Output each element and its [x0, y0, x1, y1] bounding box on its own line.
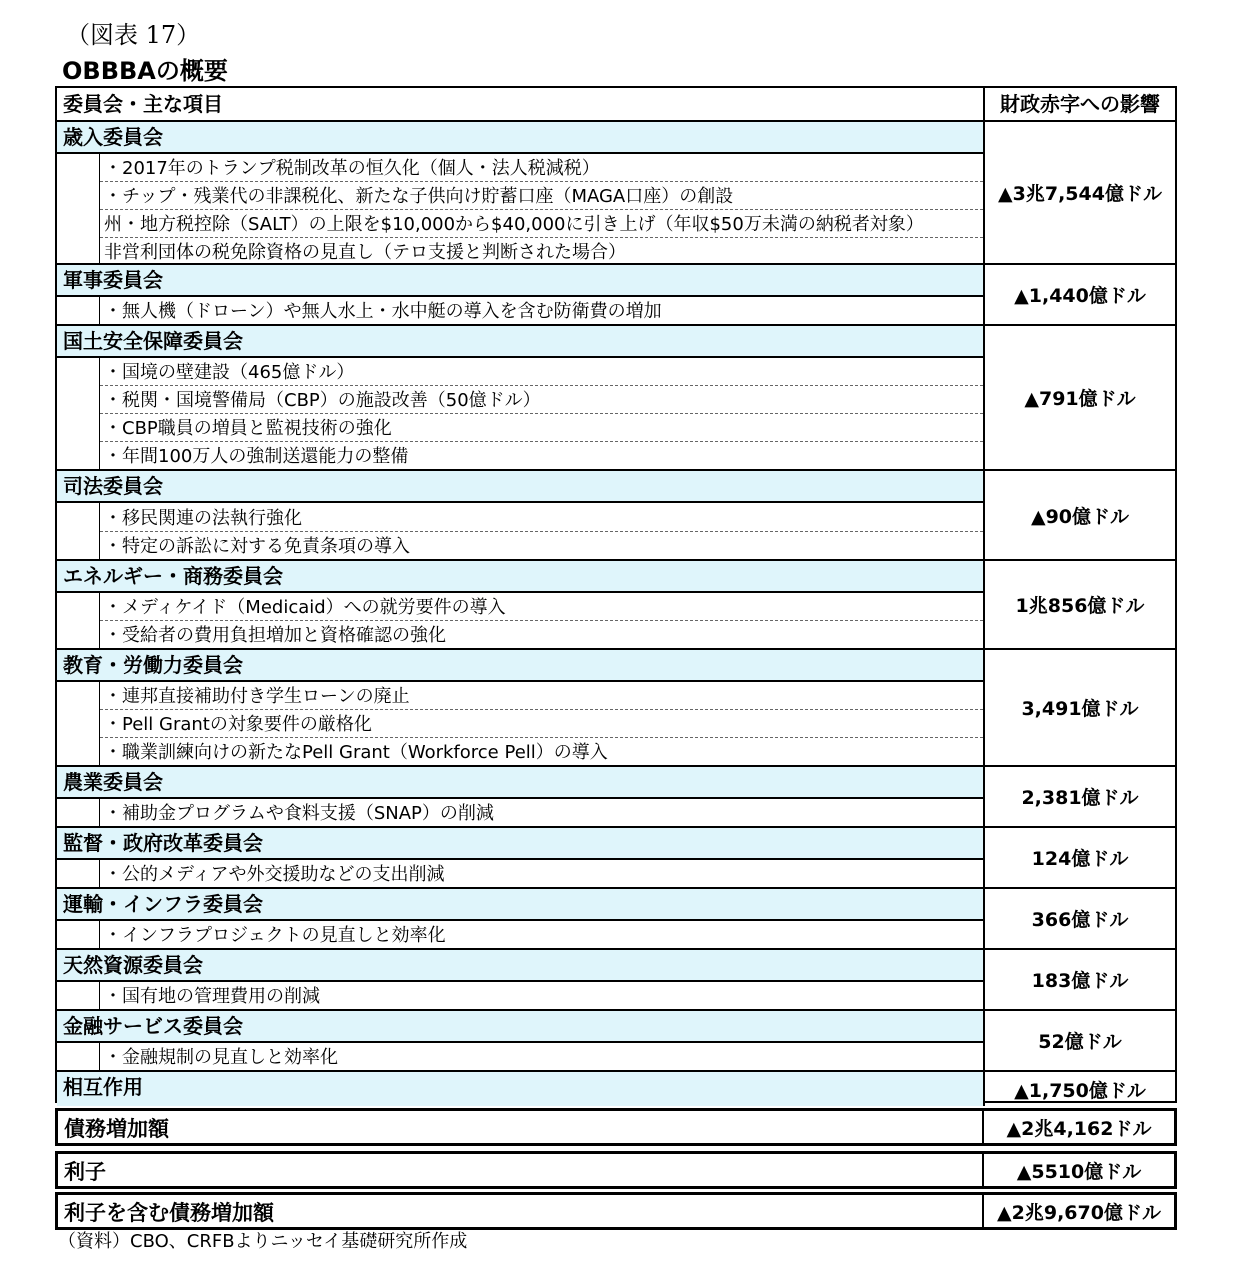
committee-item: ・補助金プログラムや食料支援（SNAP）の削減	[104, 803, 494, 824]
committee-item: 非営利団体の税免除資格の見直し（テロ支援と判断された場合）	[104, 242, 626, 263]
committee-group	[57, 1011, 1175, 1072]
deficit-impact-value: ▲3兆7,544億ドル	[998, 183, 1162, 205]
deficit-impact-value: 366億ドル	[1031, 909, 1129, 931]
committee-cell	[57, 828, 985, 887]
deficit-impact-value: 1兆856億ドル	[1015, 595, 1145, 617]
committee-item: ・Pell Grantの対象要件の厳格化	[100, 710, 983, 738]
committee-cell	[57, 650, 985, 765]
committee-cell	[57, 326, 985, 469]
committee-item: ・インフラプロジェクトの見直しと効率化	[104, 925, 446, 946]
committee-title: 農業委員会	[57, 767, 983, 799]
committee-item-list	[99, 503, 983, 559]
deficit-impact-value: 183億ドル	[1031, 970, 1129, 992]
committee-title: 司法委員会	[57, 471, 983, 503]
deficit-impact-value: 124億ドル	[1031, 848, 1129, 870]
committee-title: 監督・政府改革委員会	[57, 828, 983, 860]
committee-group	[57, 950, 1175, 1011]
committee-title: 相互作用	[57, 1072, 983, 1106]
summary-value: ▲5510億ドル	[1016, 1161, 1142, 1183]
summary-row-debt-increase	[55, 1108, 1177, 1146]
committee-cell	[57, 1072, 985, 1106]
summary-row-debt-with-interest	[55, 1192, 1177, 1230]
committee-item: ・公的メディアや外交援助などの支出削減	[104, 864, 445, 885]
deficit-impact-value: ▲1,750億ドル	[1014, 1079, 1146, 1102]
committee-group	[57, 767, 1175, 828]
committee-title: 国土安全保障委員会	[57, 326, 983, 358]
committee-item: ・国境の壁建設（465億ドル）	[100, 358, 983, 386]
committee-item: ・チップ・残業代の非課税化、新たな子供向け貯蓄口座（MAGA口座）の創設	[100, 182, 983, 210]
committee-item-list	[99, 860, 983, 887]
committee-title: 運輸・インフラ委員会	[57, 889, 983, 921]
header-committee-items: 委員会・主な項目	[57, 88, 985, 120]
committee-item-list	[99, 297, 983, 324]
figure-label: （図表 17）	[66, 21, 201, 49]
deficit-impact-value: ▲1,440億ドル	[1014, 285, 1146, 307]
committee-cell	[57, 767, 985, 826]
summary-value: ▲2兆4,162ドル	[1006, 1118, 1152, 1140]
committee-groups	[57, 122, 1175, 1106]
committee-item-list	[99, 799, 983, 826]
table-header-row	[57, 88, 1175, 122]
deficit-impact-value: ▲791億ドル	[1024, 388, 1136, 410]
table-title: OBBBAの概要	[62, 57, 228, 85]
committee-group	[57, 471, 1175, 561]
deficit-impact-value: 2,381億ドル	[1021, 787, 1139, 809]
summary-label: 利子	[58, 1154, 984, 1186]
deficit-impact-value: 52億ドル	[1038, 1031, 1122, 1053]
committee-item: ・職業訓練向けの新たなPell Grant（Workforce Pell）の導入	[104, 742, 608, 763]
committee-group	[57, 889, 1175, 950]
obbba-summary-table	[55, 86, 1177, 1103]
committee-cell	[57, 122, 985, 263]
committee-group	[57, 650, 1175, 767]
committee-item-list	[99, 154, 983, 265]
committee-cell	[57, 889, 985, 948]
committee-item: ・メディケイド（Medicaid）への就労要件の導入	[100, 593, 983, 621]
committee-item: ・特定の訴訟に対する免責条項の導入	[104, 536, 410, 557]
committee-group	[57, 828, 1175, 889]
deficit-impact-value: ▲90億ドル	[1030, 505, 1130, 528]
committee-item: ・連邦直接補助付き学生ローンの廃止	[100, 682, 983, 710]
committee-item-list	[99, 682, 983, 765]
committee-item: ・CBP職員の増員と監視技術の強化	[100, 414, 983, 442]
committee-title: 軍事委員会	[57, 265, 983, 297]
deficit-impact-value: 3,491億ドル	[1021, 698, 1139, 720]
committee-item: ・2017年のトランプ税制改革の恒久化（個人・法人税減税）	[100, 154, 983, 182]
committee-item: ・年間100万人の強制送還能力の整備	[104, 446, 409, 467]
committee-item-list	[99, 358, 983, 469]
committee-item: ・移民関連の法執行強化	[100, 503, 983, 532]
summary-value: ▲2兆9,670億ドル	[997, 1202, 1161, 1224]
committee-group	[57, 1072, 1175, 1106]
committee-item-list	[99, 1043, 983, 1070]
committee-group	[57, 122, 1175, 265]
committee-item-list	[99, 593, 983, 648]
committee-group	[57, 265, 1175, 326]
committee-item: 州・地方税控除（SALT）の上限を$10,000から$40,000に引き上げ（年収$50万未満の納税者対象）	[100, 210, 983, 238]
committee-item-list	[99, 921, 983, 948]
committee-cell	[57, 1011, 985, 1070]
committee-item: ・税関・国境警備局（CBP）の施設改善（50億ドル）	[100, 386, 983, 414]
committee-title: 教育・労働力委員会	[57, 650, 983, 682]
committee-cell	[57, 561, 985, 648]
summary-row-interest	[55, 1151, 1177, 1189]
committee-item: ・国有地の管理費用の削減	[104, 986, 320, 1007]
committee-item: ・無人機（ドローン）や無人水上・水中艇の導入を含む防衛費の増加	[104, 301, 662, 322]
header-deficit-impact: 財政赤字への影響	[1000, 92, 1160, 116]
committee-group	[57, 561, 1175, 650]
source-note: （資料）CBO、CRFBよりニッセイ基礎研究所作成	[58, 1231, 468, 1252]
committee-cell	[57, 471, 985, 559]
committee-item: ・金融規制の見直しと効率化	[104, 1047, 338, 1068]
committee-item: ・受給者の費用負担増加と資格確認の強化	[104, 625, 446, 646]
committee-title: 金融サービス委員会	[57, 1011, 983, 1043]
summary-label: 利子を含む債務増加額	[58, 1195, 984, 1227]
committee-title: エネルギー・商務委員会	[57, 561, 983, 593]
summary-label: 債務増加額	[58, 1111, 984, 1143]
committee-cell	[57, 265, 985, 324]
committee-cell	[57, 950, 985, 1009]
committee-title: 天然資源委員会	[57, 950, 983, 982]
committee-group	[57, 326, 1175, 471]
committee-item-list	[99, 982, 983, 1009]
committee-title: 歳入委員会	[57, 122, 983, 154]
